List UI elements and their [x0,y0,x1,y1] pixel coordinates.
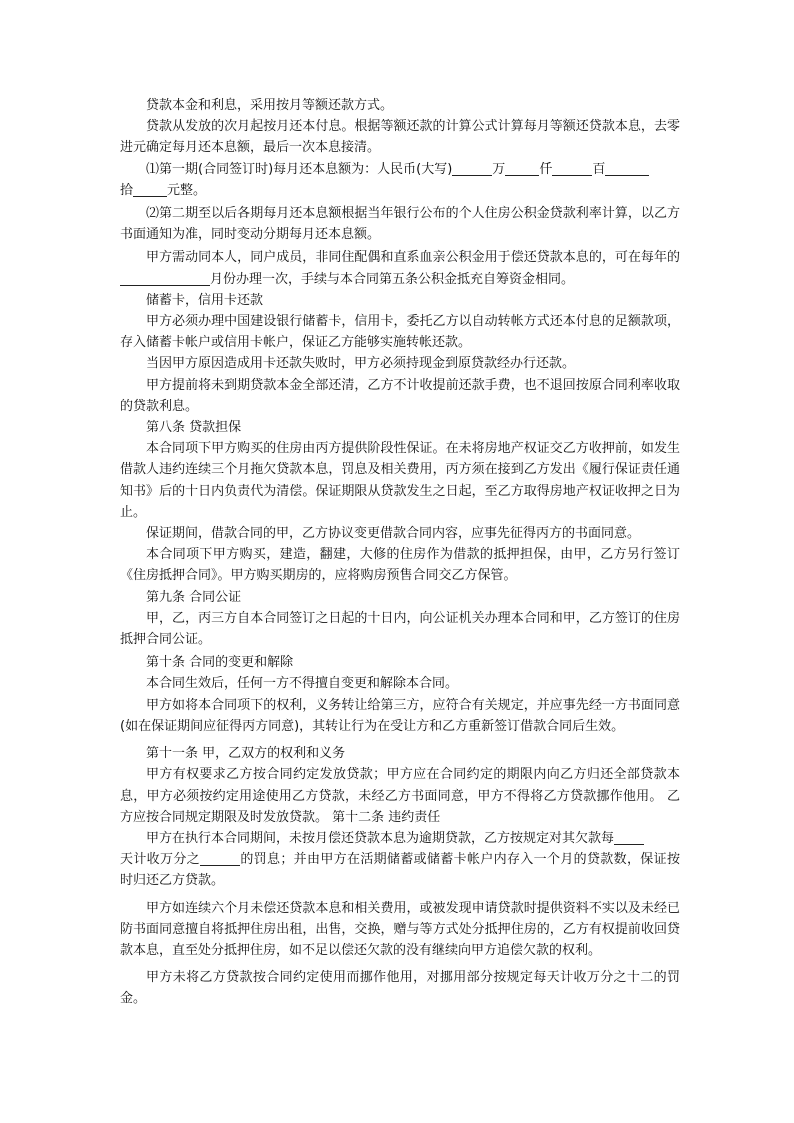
paragraph-guarantee-period: 保证期间，借款合同的甲，乙方协议变更借款合同内容，应事先征得丙方的书面同意。 [146,526,641,542]
blank-field-qian[interactable] [505,161,539,176]
document-page [120,95,680,1010]
text-segment: 拾 [120,182,134,198]
paragraph-card-account: 甲方必须办理中国建设银行储蓄卡，信用卡，委托乙方以自动转帐方式还本付息的足额款项，存入储蓄卡帐户或信用卡帐户，保证乙方能够实施转帐还款。 [120,314,680,351]
blank-field-wan[interactable] [452,161,492,176]
text-segment: 甲方在执行本合同期间，未按月偿还贷款本息为逾期贷款，乙方按规定对其欠款每 [146,830,615,846]
paragraph-second-period: ⑵第二期至以后各期每月还本息额根据当年银行公布的个人住房公积金贷款利率计算，以乙方书面通知为准，同时变动分期每月还本息额。 [120,206,680,243]
paragraph-card-failure: 当因甲方原因造成用卡还款失败时，甲方必须持现金到原贷款经办行还款。 [146,356,576,372]
paragraph-no-modification: 本合同生效后，任何一方不得擅自变更和解除本合同。 [146,676,459,692]
paragraph-card-repayment-title: 储蓄卡，信用卡还款 [146,292,264,308]
blank-field-month[interactable] [120,271,210,286]
paragraph-guarantee: 本合同项下甲方购买的住房由丙方提供阶段性保证。在未将房地产权证交乙方收押前，如发生借款人违约连续三个月拖欠贷款本息，罚息及相关费用，丙方须在接到乙方发出《履行保证责任通知书》后的十日内负责代为清偿。保证期限从贷款发生之日起，至乙方取得房地产权证收押之日为止。 [120,441,680,520]
text-segment: 仟 [539,161,553,177]
blank-field-bai[interactable] [552,161,592,176]
paragraph-rights-obligations: 甲方有权要求乙方按合同约定发放贷款；甲方应在合同约定的期限内向乙方归还全部贷款本息，甲方必须按约定用途使用乙方贷款，未经乙方书面同意，甲方不得将乙方贷款挪作他用。 乙方应按合同规定期限及时发放贷款。 第十二条 违约责任 [120,767,680,825]
blank-field-shi[interactable] [133,182,167,197]
paragraph-early-repayment: 甲方提前将未到期贷款本金全部还清，乙方不计收提前还款手费，也不退回按原合同利率收取的贷款利息。 [120,377,680,414]
paragraph-early-recall: 甲方如连续六个月未偿还贷款本息和相关费用，或被发现申请贷款时提供资料不实以及未经已防书面同意擅自将抵押住房出租，出售，交换，赠与等方式处分抵押住房的，乙方有权提前收回贷款本息，直至处分抵押住房，如不足以偿还欠款的没有继续向甲方追偿欠款的权利。 [120,900,680,958]
paragraph-provident-fund [120,247,680,289]
paragraph-first-period [120,159,680,201]
section-heading-article-11: 第十一条 甲，乙双方的权利和义务 [146,746,346,762]
blank-field-days[interactable] [614,830,644,845]
blank-field-rate[interactable] [200,851,240,866]
text-segment: 天计收万分之 [120,852,200,868]
section-heading-article-10: 第十条 合同的变更和解除 [146,655,294,671]
section-heading-article-8: 第八条 贷款担保 [146,420,242,436]
text-segment: 百 [592,161,606,177]
paragraph-notarization: 甲，乙，丙三方自本合同签订之日起的十日内，向公证机关办理本合同和甲，乙方签订的住房抵押合同公证。 [120,610,680,648]
text-segment: 甲方需动同本人，同户成员，非同住配偶和直系血亲公积金用于偿还贷款本息的，可在每年的 [146,250,680,266]
paragraph-overdue-penalty [120,828,680,892]
text-segment: 月份办理一次，手续与本合同第五条公积金抵充自筹资金相同。 [210,271,575,287]
text-segment: 万 [492,161,506,177]
blank-field-bai-2[interactable] [605,161,649,176]
paragraph-monthly-installment: 贷款从发放的次月起按月还本付息。根据等额还款的计算公式计算每月等额还贷款本息，去零进元确定每月还本息额，最后一次本息接清。 [120,119,680,156]
text-segment: 的罚息；并由甲方在活期储蓄或储蓄卡帐户内存入一个月的贷款数，保证按时归还乙方贷款。 [120,852,680,889]
paragraph-mortgage: 本合同项下甲方购买，建造，翻建，大修的住房作为借款的抵押担保，由甲，乙方另行签订《住房抵押合同》。甲方购买期房的，应将购房预售合同交乙方保管。 [120,547,680,584]
text-segment: ⑴第一期(合同签订时)每月还本息额为：人民币(大写) [146,161,453,177]
paragraph-misuse-penalty: 甲方未将乙方贷款按合同约定使用而挪作他用，对挪用部分按规定每天计收万分之十二的罚金。 [120,970,680,1007]
section-heading-article-9: 第九条 合同公证 [146,589,242,605]
paragraph-repayment-method: 贷款本金和利息，采用按月等额还款方式。 [146,98,394,113]
paragraph-transfer: 甲方如将本合同项下的权利，义务转让给第三方，应符合有关规定，并应事先经一方书面同意(如在保证期间应征得丙方同意)，其转让行为在受让方和乙方重新签订借款合同后生效。 [120,697,680,734]
text-segment: 元整。 [167,182,207,198]
